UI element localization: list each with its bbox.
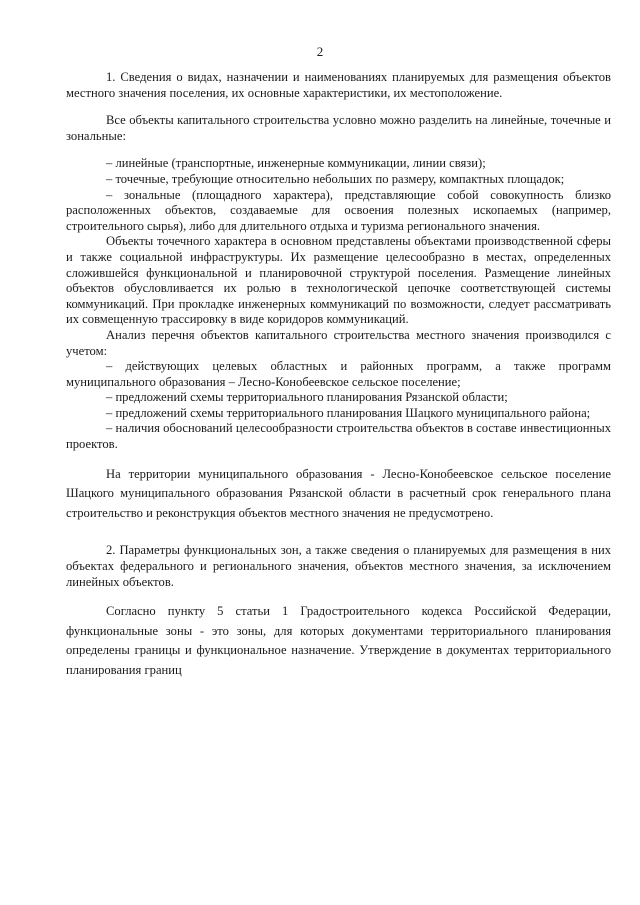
page-number: 2 [316,44,324,59]
list-item: – линейные (транспортные, инженерные коммуникации, линии связи); [106,156,486,171]
paragraph: Анализ перечня объектов капитального строительства местного значения производился с учетом: [66,327,611,358]
paragraph: На территории муниципального образования - Лесно-Конобеевское сельское поселение Шацкого муниципального образования Рязанской области в расчетный срок генерального плана строительство и реконструкция объектов местного значения не предусмотрено. [66,466,611,520]
list-item: – предложений схемы территориального планирования Шацкого муниципального района; [106,405,591,420]
list-item: – точечные, требующие относительно небольших по размеру, компактных площадок; [106,171,565,186]
paragraph: Согласно пункту 5 статьи 1 Градостроительного кодекса Российской Федерации, функциональные зоны - это зоны, для которых документами территориального планирования определены границы и функциональное назначение. Утверждение в документах территориального планирования границ [66,604,611,677]
section-heading-1: 1. Сведения о видах, назначении и наименованиях планируемых для размещения объектов местного значения поселения, их основные характеристики, их местоположение. [66,70,611,100]
list-item: – предложений схемы территориального планирования Рязанской области; [106,390,508,405]
list-item: – наличия обоснований целесообразности строительства объектов в составе инвестиционных проектов. [66,421,611,452]
section-heading-2: 2. Параметры функциональных зон, а также сведения о планируемых для размещения в них объектах федерального и регионального значения, объектов местного значения, за исключением линейных объектов. [66,543,611,589]
list-item: – зональные (площадного характера), представляющие собой совокупность близко расположенных объектов, создаваемые для освоения полезных ископаемых (например, строительного сырья), либо для длительного отдыха и туризма регионального значения. [66,187,611,233]
paragraph: Все объекты капитального строительства условно можно разделить на линейные, точечные и зональные: [66,113,611,143]
paragraph: Объекты точечного характера в основном представлены объектами производственной сферы и также социальной инфраструктуры. Их размещение целесообразно в местах, определенных сложившейся функциональной и планировочной структурой поселения. Размещение линейных объектов обусловливается их ролью в технологической цепочке соответствующей системы коммуникаций. При прокладке инженерных коммуникаций по возможности, следует рассматривать их совмещенную трассировку в виде коридоров коммуникаций. [66,234,611,327]
document-body [66,70,611,681]
list-item: – действующих целевых областных и районных программ, а также программ муниципального образования – Лесно-Конобеевское сельское поселение; [66,359,611,389]
